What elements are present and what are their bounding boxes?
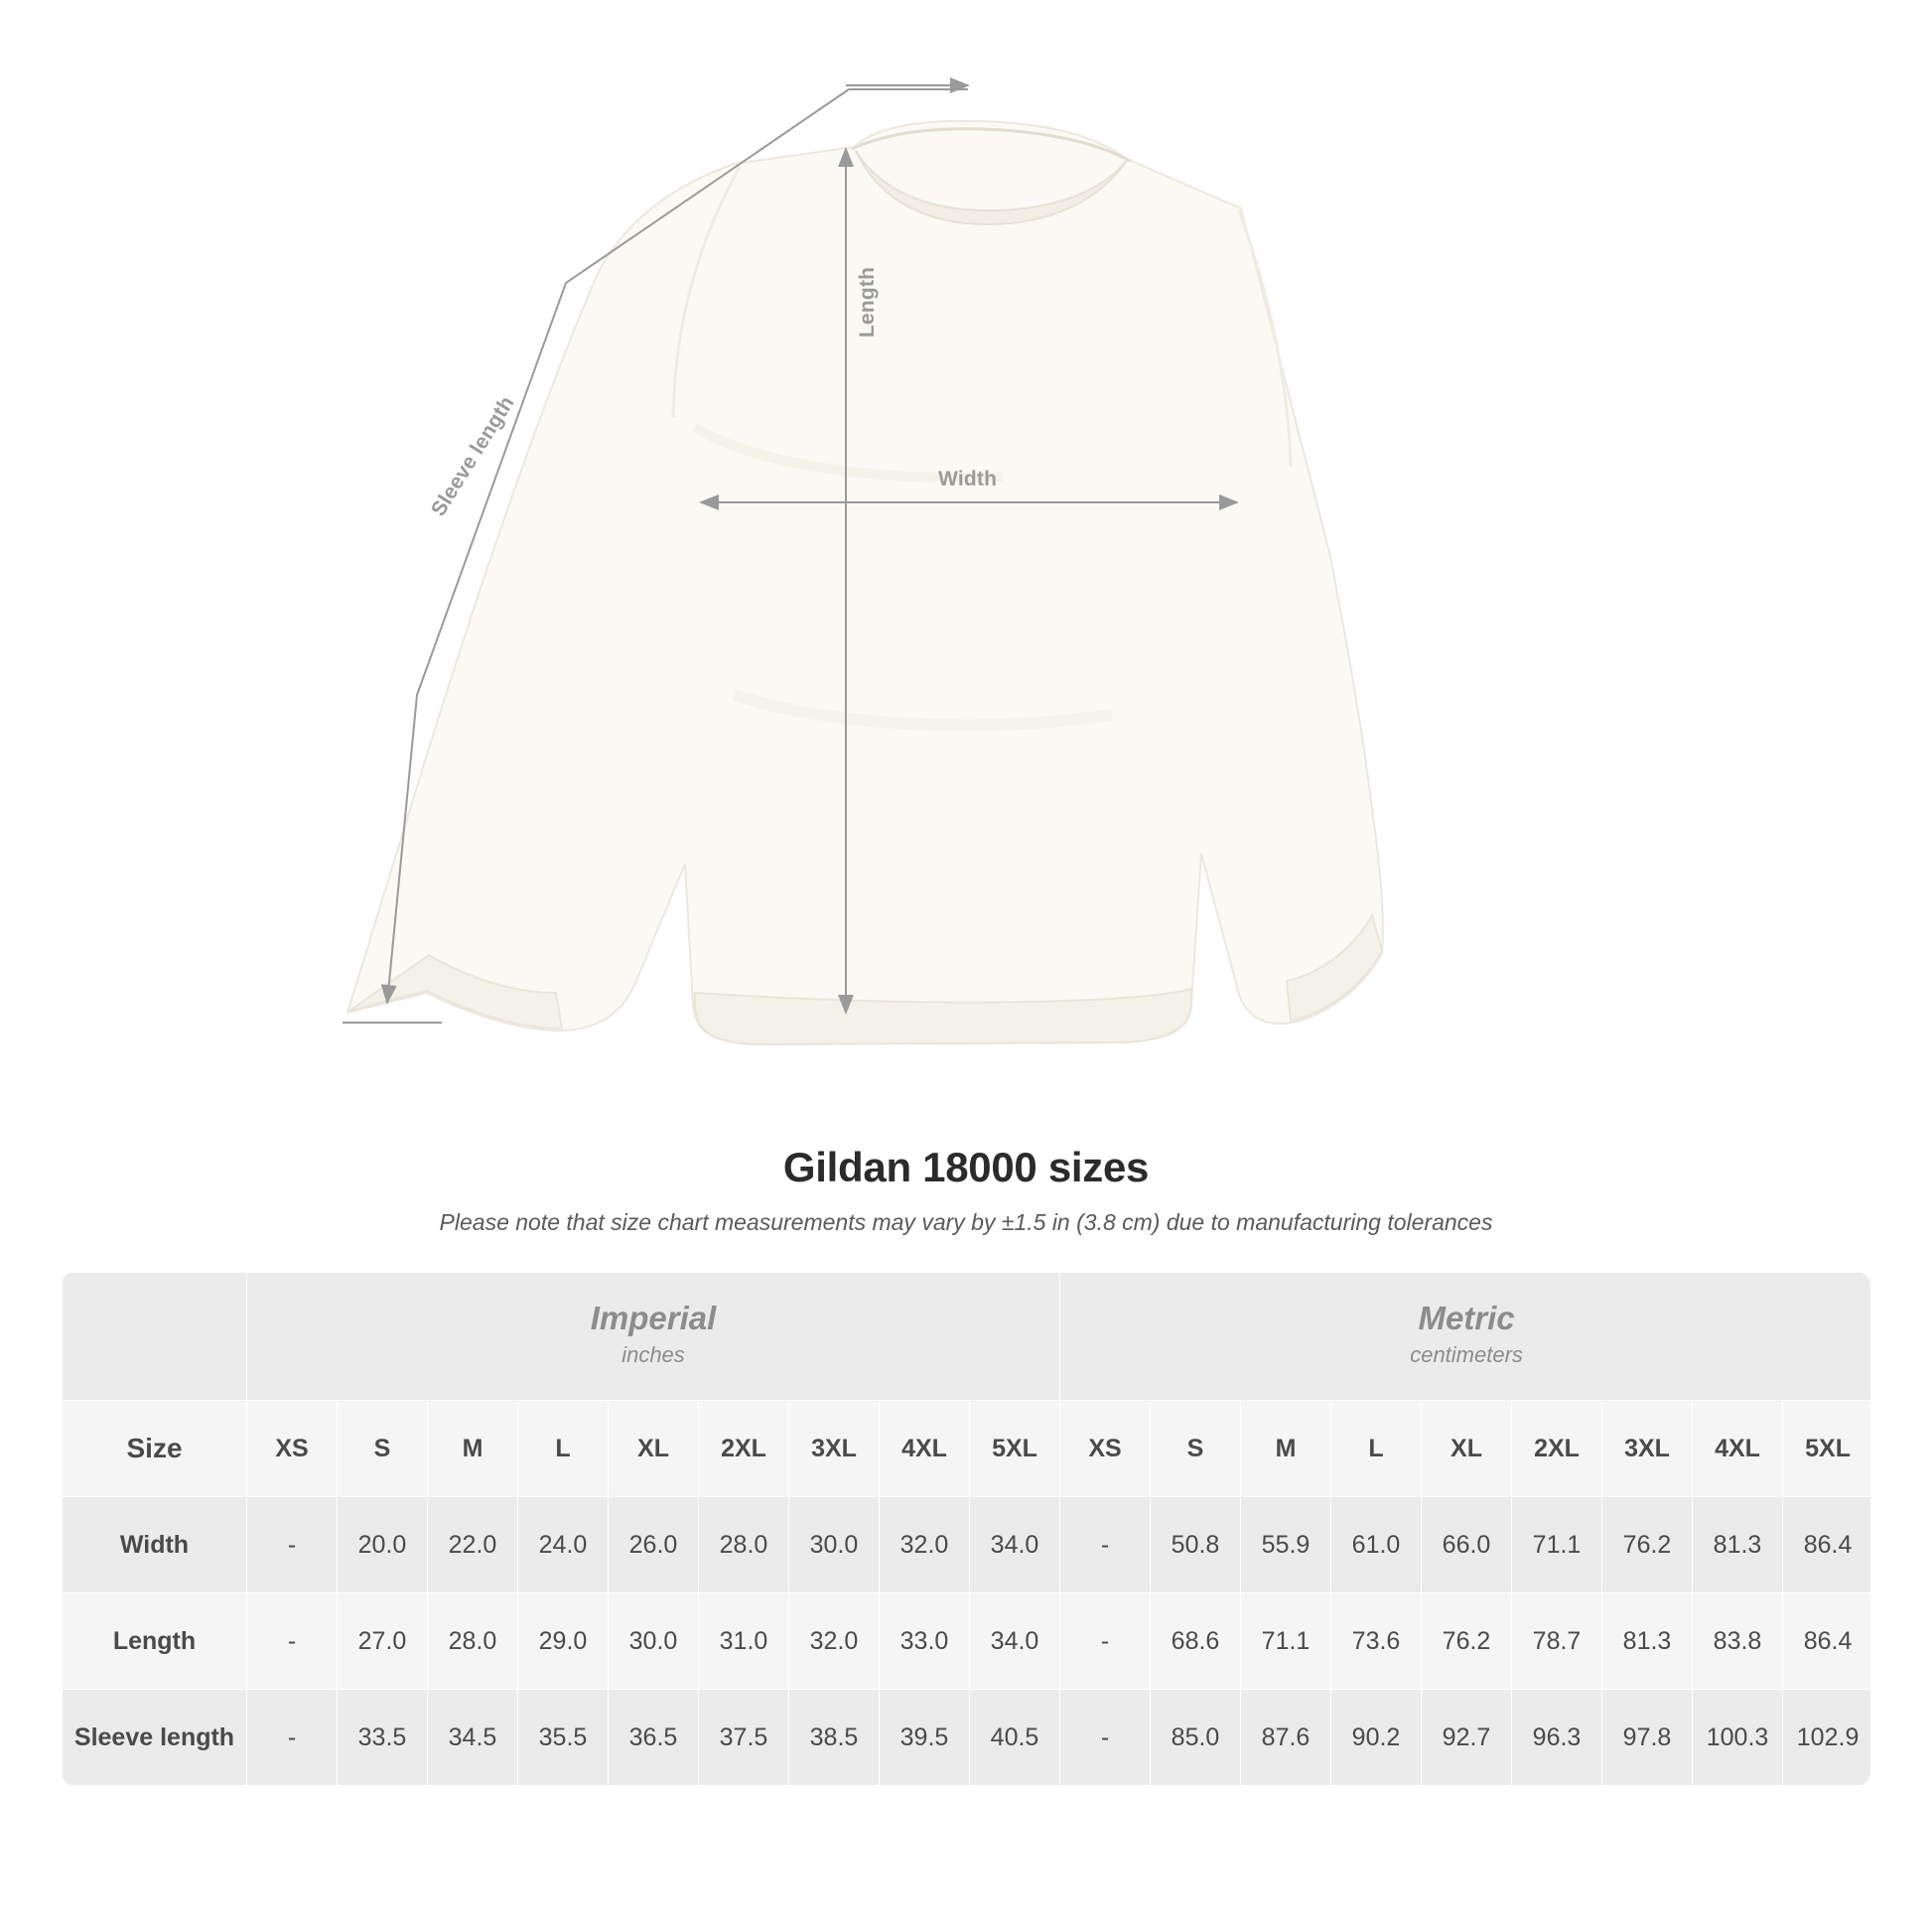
cell-width-metric-2xl: 71.1 <box>1512 1497 1602 1593</box>
cell-width-metric-3xl: 76.2 <box>1602 1497 1693 1593</box>
cell-width-metric-xs: - <box>1060 1497 1151 1593</box>
header-metric-4xl: 4XL <box>1693 1401 1783 1497</box>
cell-sleeve-imperial-2xl: 37.5 <box>699 1690 789 1786</box>
cell-width-imperial-5xl: 34.0 <box>970 1497 1060 1593</box>
cell-width-metric-m: 55.9 <box>1241 1497 1331 1593</box>
size-table <box>62 1272 1870 1786</box>
cell-sleeve-imperial-s: 33.5 <box>338 1690 428 1786</box>
cell-width-imperial-4xl: 32.0 <box>880 1497 970 1593</box>
cell-length-metric-4xl: 83.8 <box>1693 1593 1783 1690</box>
header-metric-5xl: 5XL <box>1783 1401 1870 1497</box>
unit-group-imperial <box>247 1273 1060 1401</box>
cell-length-imperial-xs: - <box>247 1593 338 1690</box>
metric-name: Metric <box>1418 1300 1515 1337</box>
length-dimension-label: Length <box>856 266 879 338</box>
cell-sleeve-metric-s: 85.0 <box>1151 1690 1241 1786</box>
row-label-sleeve-length: Sleeve length <box>63 1690 247 1786</box>
cell-width-imperial-2xl: 28.0 <box>699 1497 789 1593</box>
row-label-length: Length <box>63 1593 247 1690</box>
cell-width-imperial-3xl: 30.0 <box>789 1497 880 1593</box>
header-imperial-xs: XS <box>247 1401 338 1497</box>
cell-length-imperial-4xl: 33.0 <box>880 1593 970 1690</box>
cell-width-imperial-s: 20.0 <box>338 1497 428 1593</box>
cell-length-metric-2xl: 78.7 <box>1512 1593 1602 1690</box>
header-imperial-l: L <box>518 1401 609 1497</box>
table-row <box>63 1690 1871 1786</box>
cell-sleeve-metric-2xl: 96.3 <box>1512 1690 1602 1786</box>
metric-unit: centimeters <box>1410 1342 1523 1368</box>
cell-length-imperial-xl: 30.0 <box>609 1593 699 1690</box>
cell-sleeve-imperial-l: 35.5 <box>518 1690 609 1786</box>
header-metric-2xl: 2XL <box>1512 1401 1602 1497</box>
header-imperial-4xl: 4XL <box>880 1401 970 1497</box>
cell-sleeve-metric-m: 87.6 <box>1241 1690 1331 1786</box>
cell-length-imperial-5xl: 34.0 <box>970 1593 1060 1690</box>
cell-width-imperial-m: 22.0 <box>428 1497 518 1593</box>
cell-sleeve-metric-l: 90.2 <box>1331 1690 1422 1786</box>
header-imperial-5xl: 5XL <box>970 1401 1060 1497</box>
unit-group-metric <box>1060 1273 1870 1401</box>
cell-width-metric-s: 50.8 <box>1151 1497 1241 1593</box>
cell-length-metric-xs: - <box>1060 1593 1151 1690</box>
imperial-name: Imperial <box>590 1300 717 1337</box>
imperial-unit: inches <box>621 1342 685 1368</box>
cell-sleeve-metric-xs: - <box>1060 1690 1151 1786</box>
width-dimension-label: Width <box>938 468 998 490</box>
cell-width-metric-5xl: 86.4 <box>1783 1497 1870 1593</box>
cell-sleeve-metric-3xl: 97.8 <box>1602 1690 1693 1786</box>
title-block <box>0 1144 1932 1236</box>
header-imperial-m: M <box>428 1401 518 1497</box>
unit-header-spacer <box>63 1273 247 1401</box>
cell-length-metric-s: 68.6 <box>1151 1593 1241 1690</box>
cell-sleeve-metric-4xl: 100.3 <box>1693 1690 1783 1786</box>
row-label-width: Width <box>63 1497 247 1593</box>
cell-sleeve-imperial-3xl: 38.5 <box>789 1690 880 1786</box>
table-header-row <box>63 1401 1871 1497</box>
header-size: Size <box>63 1401 247 1497</box>
cell-sleeve-imperial-xl: 36.5 <box>609 1690 699 1786</box>
page-subtitle: Please note that size chart measurements may vary by ±1.5 in (3.8 cm) due to manufacturing tolerances <box>439 1209 1493 1235</box>
cell-sleeve-imperial-m: 34.5 <box>428 1690 518 1786</box>
cell-sleeve-metric-5xl: 102.9 <box>1783 1690 1870 1786</box>
unit-header-row <box>63 1273 1871 1401</box>
cell-length-imperial-3xl: 32.0 <box>789 1593 880 1690</box>
cell-width-imperial-xs: - <box>247 1497 338 1593</box>
header-imperial-xl: XL <box>609 1401 699 1497</box>
cell-length-metric-3xl: 81.3 <box>1602 1593 1693 1690</box>
cell-width-imperial-l: 24.0 <box>518 1497 609 1593</box>
sweatshirt-shape <box>347 121 1383 1044</box>
cell-width-imperial-xl: 26.0 <box>609 1497 699 1593</box>
header-imperial-2xl: 2XL <box>699 1401 789 1497</box>
cell-length-metric-xl: 76.2 <box>1422 1593 1512 1690</box>
cell-width-metric-4xl: 81.3 <box>1693 1497 1783 1593</box>
cell-sleeve-imperial-xs: - <box>247 1690 338 1786</box>
page-title: Gildan 18000 sizes <box>782 1144 1150 1190</box>
cell-sleeve-metric-xl: 92.7 <box>1422 1690 1512 1786</box>
table-row <box>63 1593 1871 1690</box>
header-metric-3xl: 3XL <box>1602 1401 1693 1497</box>
cell-length-metric-l: 73.6 <box>1331 1593 1422 1690</box>
table-row <box>63 1497 1871 1593</box>
header-metric-xs: XS <box>1060 1401 1151 1497</box>
cell-length-imperial-l: 29.0 <box>518 1593 609 1690</box>
header-imperial-s: S <box>338 1401 428 1497</box>
cell-width-metric-l: 61.0 <box>1331 1497 1422 1593</box>
size-table-container <box>62 1272 1870 1786</box>
header-imperial-3xl: 3XL <box>789 1401 880 1497</box>
cell-length-metric-5xl: 86.4 <box>1783 1593 1870 1690</box>
header-metric-m: M <box>1241 1401 1331 1497</box>
cell-length-imperial-s: 27.0 <box>338 1593 428 1690</box>
header-metric-xl: XL <box>1422 1401 1512 1497</box>
header-metric-s: S <box>1151 1401 1241 1497</box>
cell-sleeve-imperial-5xl: 40.5 <box>970 1690 1060 1786</box>
cell-length-metric-m: 71.1 <box>1241 1593 1331 1690</box>
cell-sleeve-imperial-4xl: 39.5 <box>880 1690 970 1786</box>
cell-width-metric-xl: 66.0 <box>1422 1497 1512 1593</box>
sleeve-dimension-label: Sleeve length <box>427 391 519 521</box>
header-metric-l: L <box>1331 1401 1422 1497</box>
cell-length-imperial-m: 28.0 <box>428 1593 518 1690</box>
cell-length-imperial-2xl: 31.0 <box>699 1593 789 1690</box>
